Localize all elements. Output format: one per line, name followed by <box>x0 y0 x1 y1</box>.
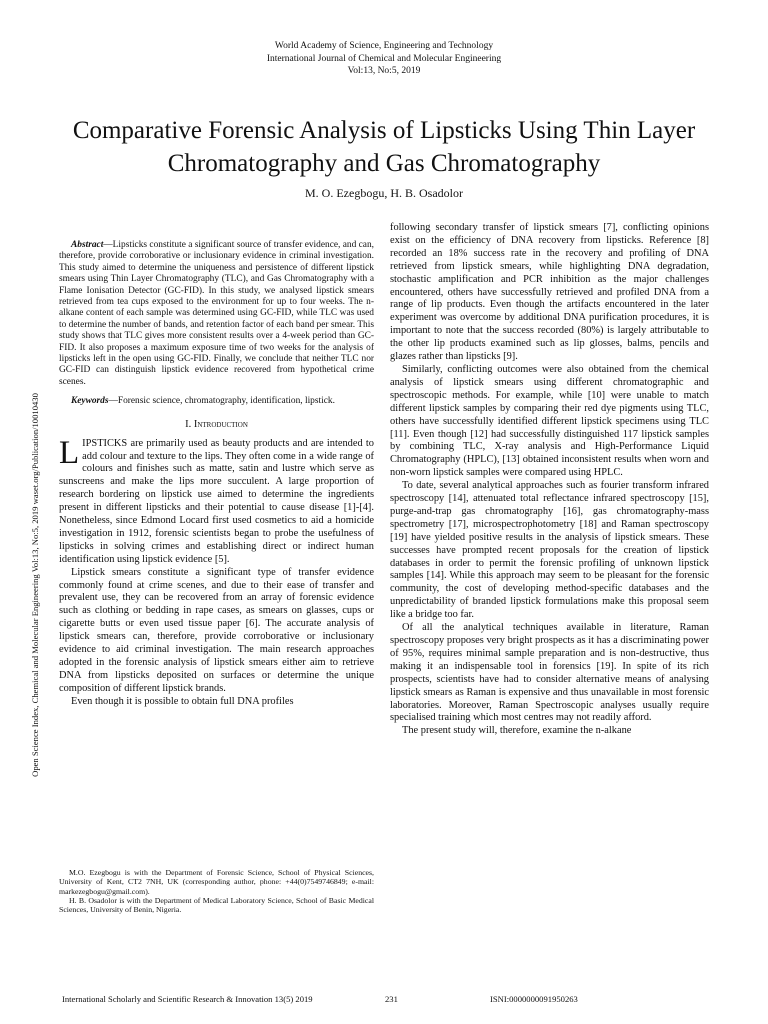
journal-volume: Vol:13, No:5, 2019 <box>347 66 421 76</box>
footer-isni: ISNI:0000000091950263 <box>490 994 578 1004</box>
right-paragraph-5: The present study will, therefore, examine the n-alkane <box>402 725 632 737</box>
intro-paragraph-3: Even though it is possible to obtain full DNA profiles <box>71 695 294 707</box>
intro-paragraph-2: Lipstick smears constitute a significant type of transfer evidence commonly found at crime scenes, and due to their ease of transfer and prevalent use, they can be recovered from an array of forensic evidence such as clothing or bedding in rape cases, as smears on glasses, cups or cigarette butts or even used tissue paper [6]. The accurate analysis of lipstick smears can, therefore, provide corroborative or inclusionary evidence to aid criminal investigation. The main research approaches adopted in the forensic analysis of lipstick smears either aim to retrieve DNA from lipsticks deposited on surfaces or determine the unique composition of different lipstick brands. <box>59 566 374 694</box>
right-paragraph-1: following secondary transfer of lipstick smears [7], conflicting opinions exist on the efficiency of DNA recovery from lipsticks. Reference [8] recorded an 18% success rate in the recovery and profiling of DNA retrieved from lipstick smears, while highlighting DNA degradation, stochastic amplification and PCR inhibition as the major challenges encountered, others have successfully retrieved and profiled DNA from a range of lip products. Even though the artifacts encountered in the later experiment was overcome by additional DNA purification procedures, it is important to note that the success recorded (80%) is largely attributable to the other lip products examined such as lip glosses, balms, pencils and glazes rather than lipsticks [9]. <box>390 222 709 363</box>
abstract-text: —Lipsticks constitute a significant source of transfer evidence, and can, therefore, provide corroborative or inclusionary evidence in criminal investigation. This study aimed to determine the uniqueness and persistence of different lipstick smears using Thin Layer Chromatography (TLC), and Gas Chromatography with a Flame Ionisation Detector (GC-FID). In this study, we analysed lipstick smears retrieved from tea cups exposed to the environment for up to four weeks. The n-alkane content of each sample was determined using GC-FID, while TLC was used to determine the number of bands, and retention factor of each band per smear. This study shows that TLC gives more consistent results over a 4-week period than GC-FID. It also proposes a maximum exposure time of two weeks for the analysis of lipsticks left in the open using GC-FID. Finally, we conclude that neither TLC nor GC-FID can distinguish lipstick evidence recovered from hypothetical crime scenes. <box>59 240 374 387</box>
footer-publisher: International Scholarly and Scientific Research & Innovation 13(5) 2019 <box>62 994 313 1004</box>
right-paragraph-2: Similarly, conflicting outcomes were also obtained from the chemical analysis of lipstick smears using different chromatographic and spectroscopic methods. For example, while [10] were unable to match different lipstick samples by comparing their red dye pigments using TLC, others have successfully identified different lipstick specimens using TLC [11]. Even though [12] had successfully distinguished 117 lipstick samples by combining TLC, X-ray analysis and High-Performance Liquid Chromatography (HPLC), [13] obtained inconsistent results when worn and non-worn lipstick samples were compared using HPLC. <box>390 363 709 479</box>
keywords <box>59 396 374 407</box>
right-paragraph-3: To date, several analytical approaches such as fourier transform infrared spectroscopy [14], attenuated total reflectance infrared spectroscopy [15], purge-and-trap gas chromatography [16], gas chromatography-mass spectrometry [17], microspectrophotometry [18] and Raman spectroscopy [19] have yielded positive results in the analysis of lipstick smears. These successes have prompted recent proposals for the creation of lipstick databases in order to permit the forensic profiling of unknown lipstick samples [14]. While this approach may seem to be pleasant for the forensic community, the cost of developing method-specific databases and the unpredictability of branded lipstick formulations make this proposal seem like a bridge too far. <box>390 480 709 621</box>
page-number: 231 <box>385 994 398 1004</box>
paper-title: Comparative Forensic Analysis of Lipsticks Using Thin Layer Chromatography and Gas Chromatography <box>72 117 696 177</box>
author-footnotes <box>59 868 374 914</box>
drop-cap: L <box>59 434 80 471</box>
side-citation-text: Open Science Index, Chemical and Molecular Engineering Vol:13, No:5, 2019 waset.org/Publication/10010430 <box>30 393 40 777</box>
keywords-label: Keywords <box>71 396 109 407</box>
right-column <box>390 222 709 738</box>
intro-paragraph-1-text: IPSTICKS are primarily used as beauty products and are intended to add colour and texture to the lips. They often come in a wide range of colours and finishes such as matte, satin and lustre which serve as sunscreens and make the lips more succulent. A large proportion of research bordering on lipstick use aimed to determine the ingredients present in different lipsticks and their potential to cause disease [1]-[4]. Nonetheless, since Edmond Locard first used cosmetics to aid a homicide investigation in 1912, forensic scientists began to probe the usefulness of lipsticks in solving crimes and establishing direct or indirect human identification using lipstick evidence [5]. <box>59 437 374 565</box>
intro-paragraph-1 <box>59 434 374 567</box>
side-citation-strip <box>29 345 41 825</box>
journal-publisher: World Academy of Science, Engineering and Technology <box>274 41 494 51</box>
journal-header <box>0 40 768 78</box>
footnote-author-1: M.O. Ezegbogu is with the Department of Forensic Science, School of Physical Sciences, University of Kent, CT2 7NH, UK (corresponding author, phone: +44(0)7549746849; e-mail: markezegbogu@gmail.com). <box>59 868 374 896</box>
paper-authors: M. O. Ezegbogu, H. B. Osadolor <box>305 186 463 200</box>
right-paragraph-4: Of all the analytical techniques available in literature, Raman spectroscopy proposes very bright prospects as it has a discriminating power of 95%, requires minimal sample preparation and is non-destructive, thus making it an indispensable tool in forensics [19]. In spite of its rich prospects, scientists have had to consider alternative means of analysing lipstick smears as Raman is expensive and thus unavailable in most forensic laboratories. Moreover, Raman Spectroscopic analyses usually require specialised training which most centres may not readily afford. <box>390 622 709 724</box>
left-column <box>59 240 374 709</box>
abstract <box>59 240 374 388</box>
footnote-author-2: H. B. Osadolor is with the Department of Medical Laboratory Science, School of Basic Medical Sciences, University of Benin, Nigeria. <box>59 895 374 915</box>
keywords-text: —Forensic science, chromatography, identification, lipstick. <box>108 396 335 407</box>
abstract-label: Abstract <box>71 240 104 250</box>
section-heading-introduction: I. Introduction <box>185 418 248 430</box>
journal-name: International Journal of Chemical and Molecular Engineering <box>266 53 502 64</box>
